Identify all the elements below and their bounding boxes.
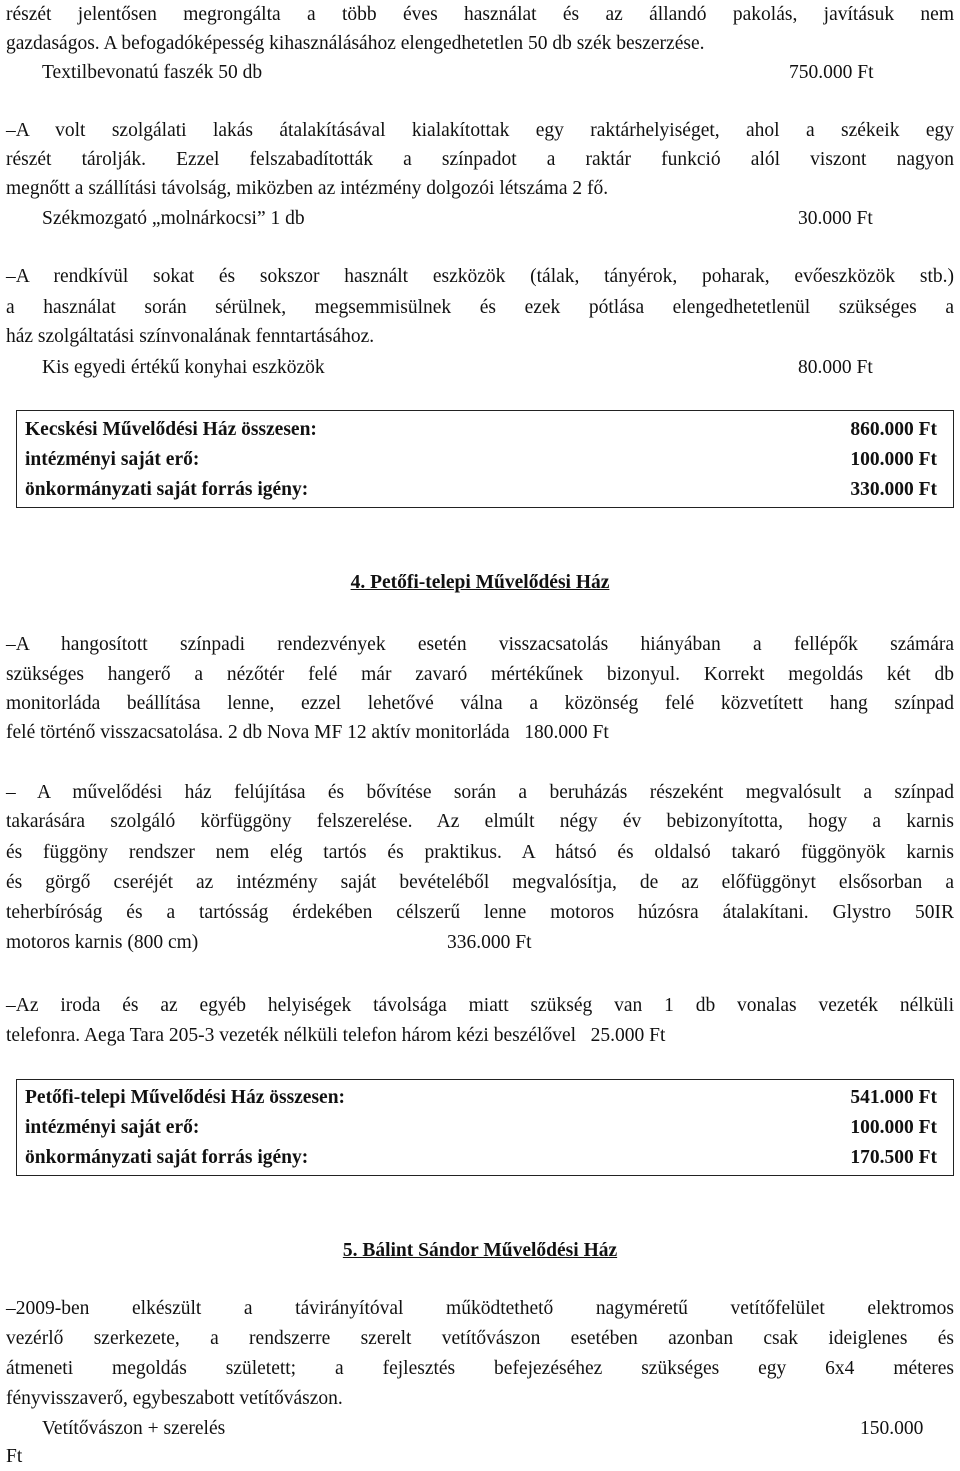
text-line: megnőtt a szállítási távolság, miközben az intézmény dolgozói létszáma 2 fő. [6, 178, 609, 199]
item-label: motoros karnis (800 cm) [6, 932, 199, 953]
item-value: 80.000 Ft [798, 357, 873, 378]
summary-box-kecskes [16, 410, 954, 508]
section-heading: 4. Petőfi-telepi Művelődési Ház [350, 572, 610, 593]
summary-label: Kecskési Művelődési Ház összesen: [25, 419, 317, 440]
text-line: –A hangosított színpadi rendezvények esetén visszacsatolás hiányában a fellépők számára [6, 634, 954, 655]
text-line: vezérlő szerkezete, a rendszerre szerelt vetítővászon esetében azonban csak ideiglenes és [6, 1328, 954, 1349]
item-value: 336.000 Ft [447, 932, 532, 953]
text-line: –Az iroda és az egyéb helyiségek távolsága miatt szükség van 1 db vonalas vezeték nélküli [6, 995, 954, 1016]
text-line: szükséges hangerő a nézőtér felé már zavaró mértékűnek bizonyul. Korrekt megoldás két db [6, 664, 954, 685]
item-unit: Ft [6, 1446, 23, 1467]
item-value: 150.000 [860, 1418, 924, 1439]
text-line: – A művelődési ház felújítása és bővítése során a beruházás részeként megvalósult a színpad [6, 782, 954, 803]
item-value: 750.000 Ft [789, 62, 874, 83]
summary-value: 100.000 Ft [850, 449, 937, 470]
text-line: részét tárolják. Ezzel felszabadították a színpadot a raktár funkció alól viszont nagyon [6, 149, 954, 170]
text-line: teherbíróság és a tartósság érdekében célszerű lenne motoros húzósra átalakítani. Glystro 50IR [6, 902, 954, 923]
text-line: telefonra. Aega Tara 205-3 vezeték nélküli telefon három kézi beszélővel 25.000 Ft [6, 1025, 666, 1046]
item-value: 30.000 Ft [798, 208, 873, 229]
text-line: és függöny rendszer nem elég tartós és praktikus. A hátsó és oldalsó takaró függönyök karnis [6, 842, 954, 863]
text-line: gazdaságos. A befogadóképesség kihasználásához elengedhetetlen 50 db szék beszerzése. [6, 33, 705, 54]
item-label: Székmozgató „molnárkocsi” 1 db [42, 208, 305, 229]
summary-box-petofi [16, 1079, 954, 1176]
text-line: monitorláda beállítása lenne, ezzel lehetővé válna a közönség felé közvetített hang színpad [6, 693, 954, 714]
item-label: Kis egyedi értékű konyhai eszközök [42, 357, 325, 378]
summary-value: 170.500 Ft [850, 1147, 937, 1168]
summary-label: önkormányzati saját forrás igény: [25, 479, 309, 500]
text-line: ház szolgáltatási színvonalának fenntartásához. [6, 326, 375, 347]
summary-label: intézményi saját erő: [25, 1117, 200, 1138]
summary-value: 330.000 Ft [850, 479, 937, 500]
text-line: felé történő visszacsatolása. 2 db Nova MF 12 aktív monitorláda 180.000 Ft [6, 722, 609, 743]
summary-value: 541.000 Ft [850, 1087, 937, 1108]
summary-value: 100.000 Ft [850, 1117, 937, 1138]
item-label: Textilbevonatú faszék 50 db [42, 62, 263, 83]
text-line: fényvisszaverő, egybeszabott vetítővászon. [6, 1388, 343, 1409]
item-label: Vetítővászon + szerelés [42, 1418, 226, 1439]
text-line: és görgő cseréjét az intézmény saját bevételéből megvalósítja, de az előfüggönyt elsősorban a [6, 872, 954, 893]
text-line: részét jelentősen megrongálta a több éves használat és az állandó pakolás, javításuk nem [6, 4, 954, 25]
summary-label: intézményi saját erő: [25, 449, 200, 470]
section-heading: 5. Bálint Sándor Művelődési Ház [342, 1240, 618, 1261]
summary-label: önkormányzati saját forrás igény: [25, 1147, 309, 1168]
summary-label: Petőfi-telepi Művelődési Ház összesen: [25, 1087, 346, 1108]
text-line: –A rendkívül sokat és sokszor használt eszközök (tálak, tányérok, poharak, evőeszközök stb.) [6, 266, 954, 287]
text-line: takarására szolgáló körfüggöny felszerelése. Az elmúlt négy év bebizonyította, hogy a karnis [6, 811, 954, 832]
summary-value: 860.000 Ft [850, 419, 937, 440]
text-line: –A volt szolgálati lakás átalakításával kialakítottak egy raktárhelyiséget, ahol a székeik egy [6, 120, 954, 141]
text-line: a használat során sérülnek, megsemmisülnek és ezek pótlása elengedhetetlenül szükséges a [6, 297, 954, 318]
text-line: átmeneti megoldás született; a fejlesztés befejezéséhez szükséges egy 6x4 méteres [6, 1358, 954, 1379]
text-line: –2009-ben elkészült a távirányítóval működtethető nagyméretű vetítőfelület elektromos [6, 1298, 954, 1319]
